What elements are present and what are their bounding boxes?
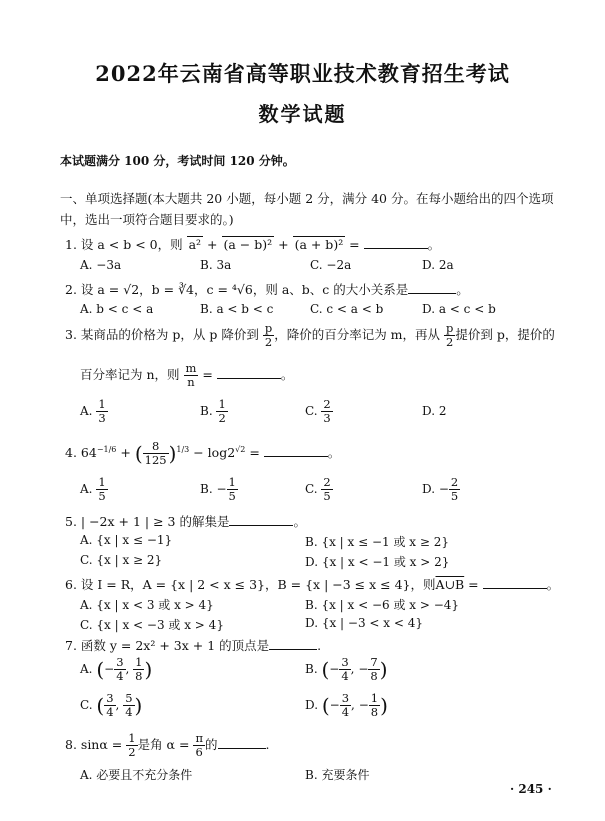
q3-option-d[interactable]: D. 2 [422,404,447,418]
q3-eq: = [198,367,217,382]
q7-text: 7. 函数 y = 2x² + 3x + 1 的顶点是 [65,638,270,653]
question-8: 8. sinα = $\frac{1}{2}$ 是角 α = $\frac{\pi}{6}$ 的 . [65,731,270,759]
question-3 [65,322,555,349]
q1-expr1: a² [188,237,202,252]
answer-blank[interactable] [408,282,456,294]
q4-exp-c: √2 [235,444,246,454]
q3-option-b[interactable]: B. $\frac{1}{2}$ [200,397,226,425]
q8-option-b[interactable]: B. 充要条件 [305,768,370,782]
answer-blank[interactable] [218,737,266,749]
q1-sqrt-2 [222,236,275,252]
exam-note: 本试题满分 100 分，考试时间 120 分钟。 [60,154,295,168]
exam-subtitle: 数学试题 [258,102,347,126]
q3-frac-3: $\frac{m}{n}$ [185,361,197,389]
q3-frac-1: $\frac{p}{2}$ [264,321,273,349]
q1-option-c[interactable]: C. −2a [310,258,352,272]
question-3-line-2 [80,362,293,389]
q8-text-a: 8. sinα = [65,737,123,752]
q1-option-b[interactable]: B. 3a [200,258,232,272]
q6-option-a[interactable]: A. {x | x < 3 或 x > 4} [80,598,214,612]
q4-option-c[interactable]: C. $\frac{2}{5}$ [305,475,331,503]
q2-end: 。 [456,282,469,297]
q4-option-a[interactable]: A. $\frac{1}{5}$ [80,475,106,503]
q4-base: 4. 64 [65,445,97,460]
q7-option-b[interactable]: B. (− $\frac{3}{4}$ , − $\frac{7}{8}$ ) [305,655,388,683]
question-7: 7. 函数 y = 2x² + 3x + 1 的顶点是 . [65,638,322,653]
q4-exp-b: 1/3 [176,444,190,454]
q4-exp-a: −1/6 [96,444,117,454]
q8-text-b: 是角 α = [137,737,190,752]
q1-option-a[interactable]: A. −3a [80,258,122,272]
q3-text-d: 百分率记为 n，则 [80,367,180,382]
q5-option-c[interactable]: C. {x | x ≥ 2} [80,553,163,567]
q6-option-d[interactable]: D. {x | −3 < x < 4} [305,616,423,630]
q1-end: 。 [427,237,441,252]
q1-option-d[interactable]: D. 2a [422,258,454,272]
q5-option-d[interactable]: D. {x | x < −1 或 x > 2} [305,555,450,569]
q3-text-b: ，降价的百分率记为 m，再从 [274,327,441,342]
q5-option-b[interactable]: B. {x | x ≤ −1 或 x ≥ 2} [305,535,450,549]
q3-end: 。 [280,367,294,382]
q1-eq: = [345,237,364,252]
q1-text: 1. 设 a < b < 0，则 [65,237,183,252]
q3-option-a[interactable]: A. $\frac{1}{3}$ [80,397,106,425]
q6-set: A∪B [435,577,465,592]
q6-text: 6. 设 I = R，A = {x | 2 < x ≤ 3}，B = {x | −3 ≤ x ≤ 4}，则 [65,577,436,592]
q3-text-c: 提价到 p，提价的 [455,327,555,342]
q8-option-a[interactable]: A. 必要且不充分条件 [80,768,193,782]
q4-option-b[interactable]: B. − $\frac{1}{5}$ [200,475,236,503]
q7-option-d[interactable]: D. (− $\frac{3}{4}$ , − $\frac{1}{8}$ ) [305,691,388,719]
answer-blank[interactable] [269,638,317,650]
answer-blank[interactable] [264,445,328,457]
q5-option-a[interactable]: A. {x | x ≤ −1} [80,533,173,547]
exam-title: 2022年云南省高等职业技术教育招生考试 [95,61,510,86]
q1-sqrt-1 [187,236,203,252]
q4-log: − log2 [189,445,236,460]
q4-option-d[interactable]: D. − $\frac{2}{5}$ [422,475,459,503]
q2-text: 2. 设 a = √2，b = ∛4，c = ⁴√6，则 a、b、c 的大小关系是 [65,282,409,297]
q4-frac: $\frac{8}{125}$ [144,439,167,467]
question-2 [65,280,469,298]
page-number: · 245 · [510,782,552,796]
q6-option-c[interactable]: C. {x | x < −3 或 x > 4} [80,618,224,632]
q2-option-d[interactable]: D. a < c < b [422,302,496,316]
q7-option-a[interactable]: A. (− $\frac{3}{4}$ , $\frac{1}{8}$ ) [80,655,153,683]
question-6: 6. 设 I = R，A = {x | 2 < x ≤ 3}，B = {x | −3 ≤ x ≤ 4}，则A∪B = 。 [65,577,560,592]
q2-option-a[interactable]: A. b < c < a [80,302,154,316]
q2-option-c[interactable]: C. c < a < b [310,302,384,316]
answer-blank[interactable] [364,237,428,249]
answer-blank[interactable] [229,514,293,526]
answer-blank[interactable] [483,577,547,589]
question-4: 4. $64^{-1/6}$ + ( $\frac{8}{125}$ )$^{1/3} - \log 2^{√2}$ = 。 [65,439,341,467]
question-1: 1. 设 a < b < 0，则 a² + (a − b)² + (a + b)² = 。 [65,237,441,252]
q3-frac-2: $\frac{p}{2}$ [446,321,454,349]
q3-text-a: 3. 某商品的价格为 p，从 p 降价到 [65,327,259,342]
q1-expr2: (a − b)² [223,237,273,252]
q2-option-b[interactable]: B. a < b < c [200,302,274,316]
q8-text-c: 的 [205,737,218,752]
q5-text: 5. | −2x + 1 | ≥ 3 的解集是 [65,514,230,529]
q6-option-b[interactable]: B. {x | x < −6 或 x > −4} [305,598,460,612]
q7-option-c[interactable]: C. ( $\frac{3}{4}$ , $\frac{5}{4}$ ) [80,691,143,719]
question-5: 5. | −2x + 1 | ≥ 3 的解集是 。 [65,514,306,529]
answer-blank[interactable] [217,367,281,379]
q3-option-c[interactable]: C. $\frac{2}{3}$ [305,397,331,425]
q1-expr3: (a + b)² [294,237,344,252]
section-header: 一、单项选择题(本大题共 20 小题，每小题 2 分，满分 40 分。在每小题给出的四个选项中，选出一项符合题目要求的。) [60,191,554,227]
q1-sqrt-3 [293,236,346,252]
